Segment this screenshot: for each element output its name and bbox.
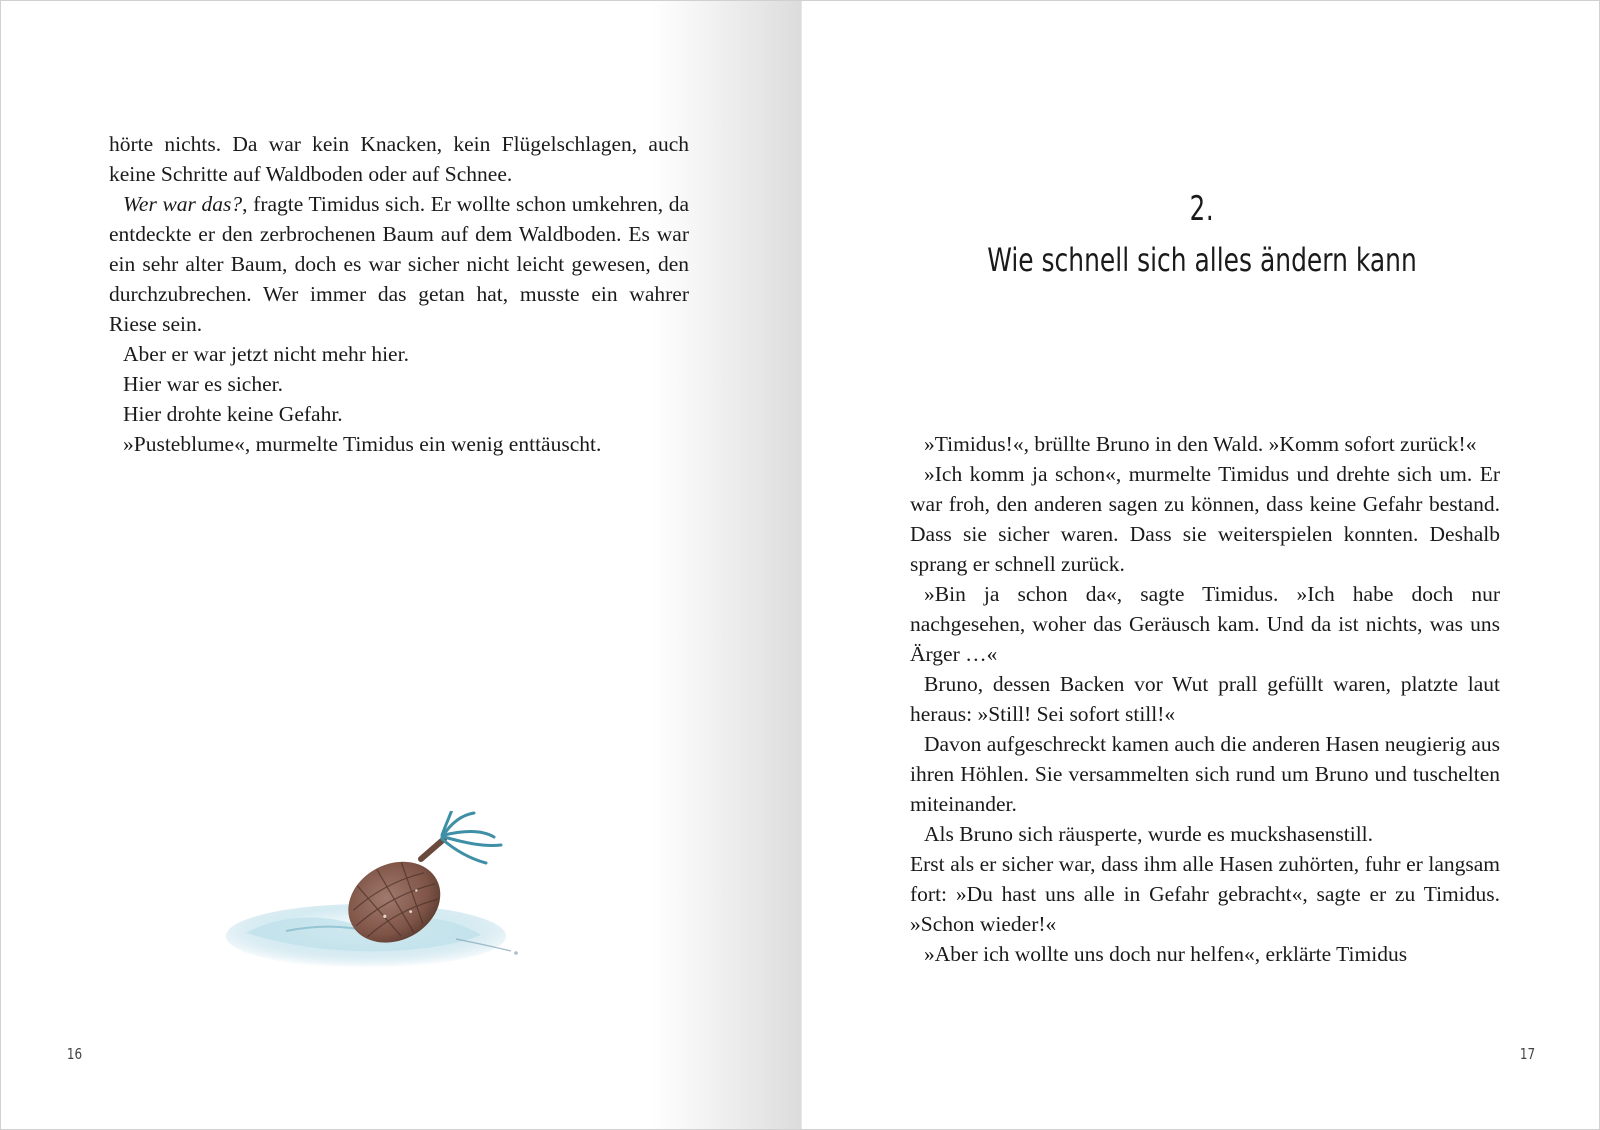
paragraph: »Aber ich wollte uns doch nur helfen«, erklärte Timidus (924, 942, 1408, 966)
paragraph: Bruno, dessen Backen vor Wut prall gefüllt waren, platzte laut heraus: »Still! Sei sofort still!« (910, 672, 1500, 726)
right-page-text (910, 429, 1500, 969)
italic-question: Wer war das? (123, 192, 243, 216)
paragraph: »Ich komm ja schon«, murmelte Timidus und drehte sich um. Er war froh, den anderen sagen zu können, dass keine Gefahr bestand. Dass sie sicher waren. Dass sie weiterspielen konnten. Deshalb sprang er schnell zurück. (910, 462, 1500, 576)
paragraph: »Pusteblume«, murmelte Timidus ein wenig enttäuscht. (123, 432, 602, 456)
paragraph-text: , fragte Timidus sich. Er wollte schon umkehren, da entdeckte er den zerbrochenen Baum auf dem Waldboden. Es war ein sehr alter Baum, doch es war sicher nicht leicht gewesen, den durchzubrechen. Wer immer das getan hat, musste ein wahrer Riese sein. (109, 192, 689, 336)
paragraph: Aber er war jetzt nicht mehr hier. (123, 342, 409, 366)
chapter-number: 2. (1189, 189, 1215, 229)
paragraph: Erst als er sicher war, dass ihm alle Hasen zuhörten, fuhr er langsam fort: »Du hast uns alle in Gefahr gebracht«, sagte er zu Timidus. »Schon wieder!« (910, 852, 1500, 936)
paragraph: hörte nichts. Da war kein Knacken, kein Flügelschlagen, auch keine Schritte auf Waldboden oder auf Schnee. (109, 132, 689, 186)
paragraph (109, 189, 689, 339)
left-page-text (109, 129, 689, 459)
page-number-right: 17 (1519, 1045, 1536, 1063)
pine-cone-illustration (216, 811, 546, 1011)
paragraph: Davon aufgeschreckt kamen auch die anderen Hasen neugierig aus ihren Höhlen. Sie versammelten sich rund um Bruno und tuschelten miteinander. (910, 732, 1500, 816)
right-page (801, 1, 1600, 1129)
paragraph: Hier war es sicher. (123, 372, 283, 396)
paragraph: »Timidus!«, brüllte Bruno in den Wald. »Komm sofort zurück!« (924, 432, 1477, 456)
paragraph: Hier drohte keine Gefahr. (123, 402, 343, 426)
paragraph: »Bin ja schon da«, sagte Timidus. »Ich habe doch nur nachgesehen, woher das Geräusch kam. Und da ist nichts, was uns Ärger …« (910, 582, 1500, 666)
left-page (1, 1, 801, 1129)
chapter-title: Wie schnell sich alles ändern kann (987, 241, 1417, 279)
page-number-left: 16 (66, 1045, 83, 1063)
paragraph: Als Bruno sich räusperte, wurde es muckshasenstill. (924, 822, 1374, 846)
